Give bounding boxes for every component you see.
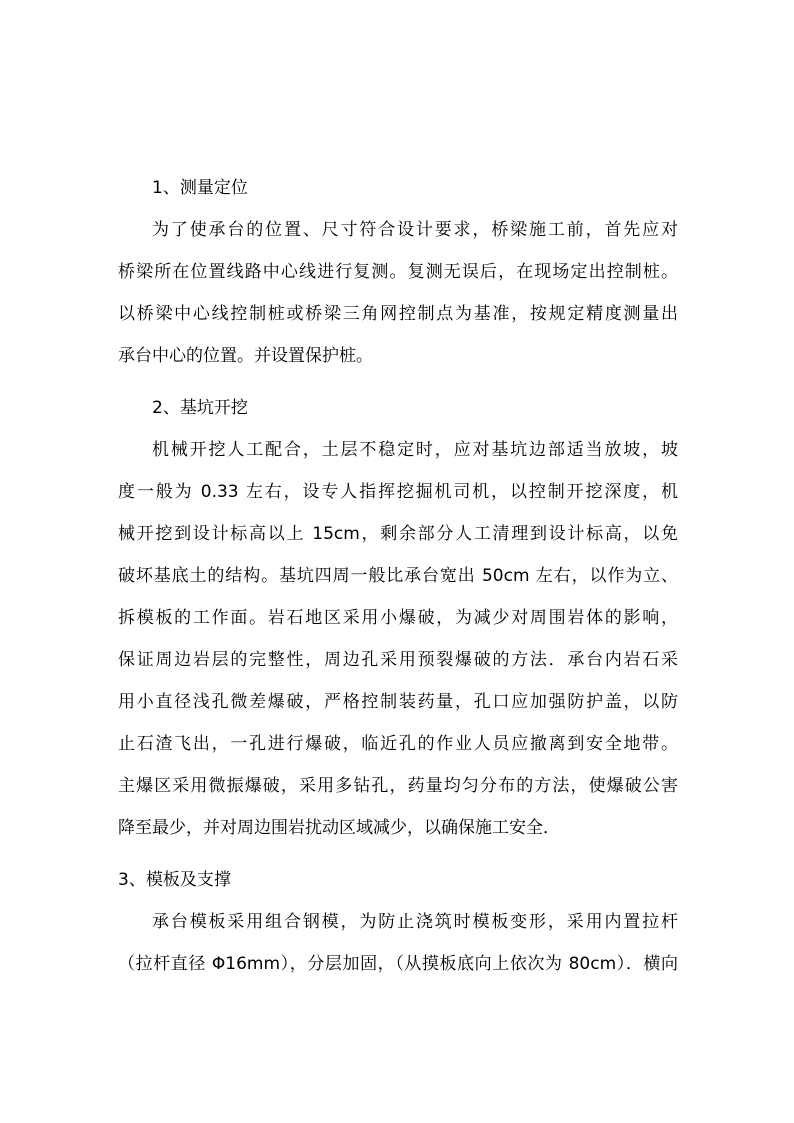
section-heading-1: 1、测量定位	[152, 178, 248, 198]
paragraph-line: 度一般为 0.33 左右，设专人指挥挖掘机司机，以控制开挖深度，机	[118, 482, 678, 502]
paragraph-line: （拉杆直径 Φ16mm），分层加固，（从摸板底向上依次为 80cm）．横向	[118, 954, 678, 974]
paragraph-line: 承台模板采用组合钢模，为防止浇筑时模板变形，采用内置拉杆	[152, 912, 678, 932]
paragraph-line: 拆模板的工作面。岩石地区采用小爆破，为减少对周围岩体的影响，	[118, 608, 678, 628]
paragraph-line: 止石渣飞出，一孔进行爆破，临近孔的作业人员应撤离到安全地带。	[118, 734, 678, 754]
paragraph-line: 用小直径浅孔微差爆破，严格控制装药量，孔口应加强防护盖，以防	[118, 692, 678, 712]
paragraph-line: 以桥梁中心线控制桩或桥梁三角网控制点为基准，按规定精度测量出	[118, 304, 678, 324]
section-heading-3: 3、模板及支撑	[118, 870, 231, 890]
paragraph-line: 主爆区采用微振爆破，采用多钻孔，药量均匀分布的方法，使爆破公害	[118, 776, 678, 796]
paragraph-line: 机械开挖人工配合，土层不稳定时，应对基坑边部适当放坡，坡	[152, 440, 678, 460]
paragraph-line: 桥梁所在位置线路中心线进行复测。复测无误后，在现场定出控制桩。	[118, 262, 678, 282]
paragraph-line: 承台中心的位置。并设置保护桩。	[118, 346, 373, 366]
section-heading-2: 2、基坑开挖	[152, 398, 248, 418]
paragraph-line: 破坏基底土的结构。基坑四周一般比承台宽出 50cm 左右，以作为立、	[118, 566, 678, 586]
paragraph-line: 保证周边岩层的完整性，周边孔采用预裂爆破的方法．承台内岩石采	[118, 650, 678, 670]
paragraph-line: 械开挖到设计标高以上 15cm，剩余部分人工清理到设计标高，以免	[118, 524, 678, 544]
paragraph-line: 降至最少，并对周边围岩扰动区域减少，以确保施工安全．	[118, 818, 560, 838]
paragraph-line: 为了使承台的位置、尺寸符合设计要求，桥梁施工前，首先应对	[152, 220, 678, 240]
